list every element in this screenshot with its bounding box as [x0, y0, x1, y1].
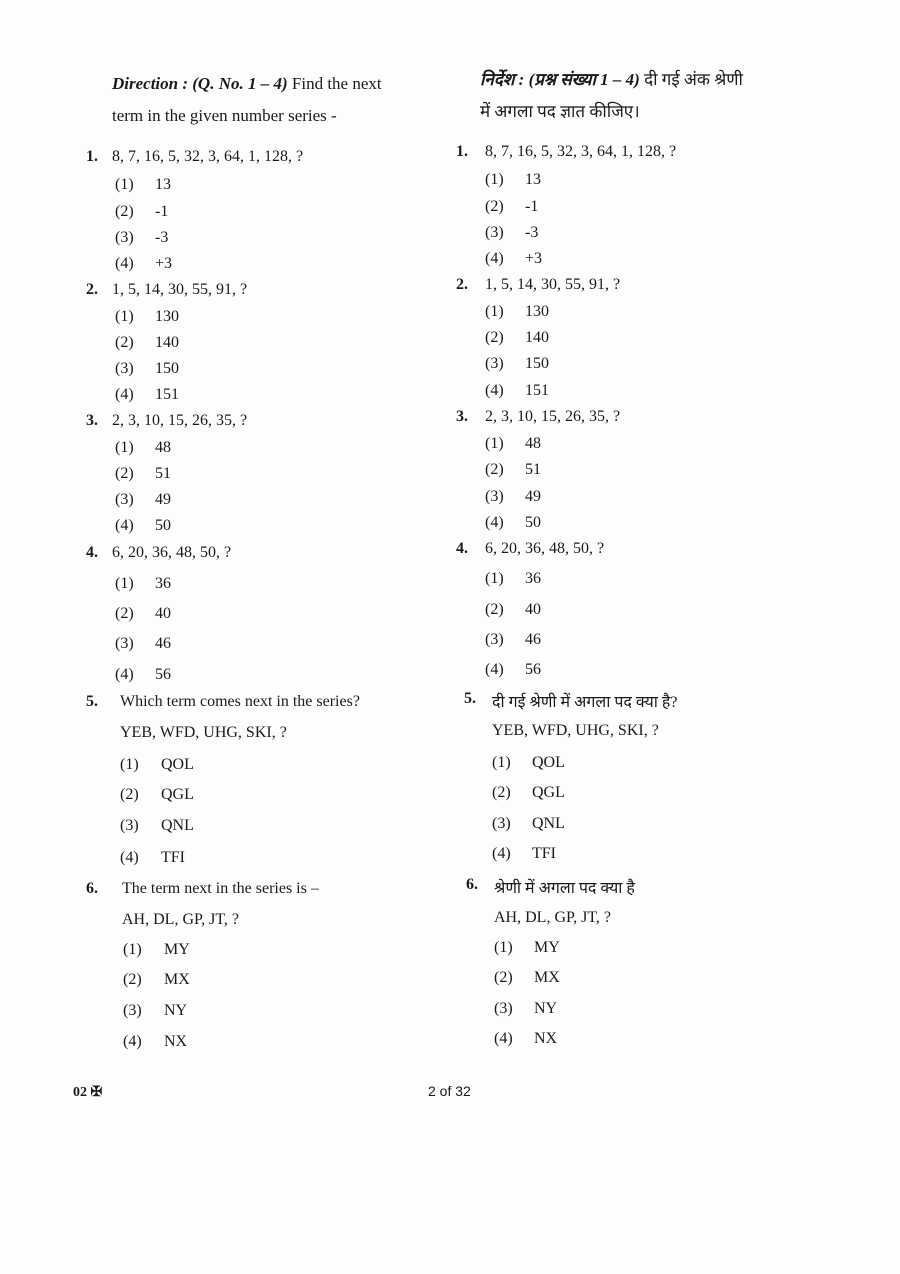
option-label: (4) [485, 250, 504, 267]
option-label: (3) [115, 491, 134, 508]
option-value: 49 [525, 488, 541, 505]
option-label: (2) [115, 465, 134, 482]
option-value: 48 [155, 439, 171, 456]
option-label: (3) [120, 817, 139, 834]
option-value: 140 [155, 334, 179, 351]
option-label: (4) [120, 849, 139, 866]
option-label: (4) [115, 255, 134, 272]
option-value: 51 [525, 461, 541, 478]
option-value: 40 [155, 605, 171, 622]
option-value: -3 [155, 229, 169, 246]
option-value: 130 [155, 308, 179, 325]
option-value: 56 [525, 661, 541, 678]
option-label: (1) [115, 308, 134, 325]
option-value: 13 [155, 176, 171, 193]
option-label: (4) [123, 1033, 142, 1050]
option-value: TFI [161, 849, 185, 866]
option-value: 50 [155, 517, 171, 534]
option-label: (1) [120, 756, 139, 773]
option-value: MX [164, 971, 190, 988]
option-label: (1) [485, 303, 504, 320]
option-value: NY [164, 1002, 188, 1019]
question-number: 3. [456, 408, 468, 425]
option-value: NX [534, 1030, 558, 1047]
option-value: QOL [532, 754, 565, 771]
direction-text [480, 64, 743, 128]
option-value: NX [164, 1033, 188, 1050]
option-value: MY [164, 941, 190, 958]
option-value: 151 [155, 386, 179, 403]
option-label: (3) [485, 631, 504, 648]
option-value: -1 [155, 203, 169, 220]
option-label: (2) [485, 461, 504, 478]
option-value: 140 [525, 329, 549, 346]
option-value: 46 [155, 635, 171, 652]
option-value: QNL [161, 817, 194, 834]
option-value: 49 [155, 491, 171, 508]
option-value: 130 [525, 303, 549, 320]
option-label: (2) [485, 198, 504, 215]
direction-label: Direction : (Q. No. 1 – 4) [112, 74, 288, 93]
question-number: 6. [466, 876, 478, 893]
option-label: (4) [494, 1030, 513, 1047]
option-label: (2) [494, 969, 513, 986]
option-label: (3) [115, 635, 134, 652]
question-number: 5. [464, 690, 476, 707]
option-label: (2) [120, 786, 139, 803]
option-label: (2) [485, 601, 504, 618]
option-value: 13 [525, 171, 541, 188]
question-number: 1. [86, 148, 98, 165]
option-value: TFI [532, 845, 556, 862]
option-value: QNL [532, 815, 565, 832]
question-series: YEB, WFD, UHG, SKI, ? [120, 724, 287, 741]
option-value: QOL [161, 756, 194, 773]
direction-text [112, 68, 382, 132]
option-value: -1 [525, 198, 539, 215]
option-value: QGL [532, 784, 565, 801]
question-text: 8, 7, 16, 5, 32, 3, 64, 1, 128, ? [485, 143, 677, 160]
question-text: 6, 20, 36, 48, 50, ? [485, 540, 605, 557]
question-number: 1. [456, 143, 468, 160]
question-text: 1, 5, 14, 30, 55, 91, ? [112, 281, 248, 298]
option-label: (4) [485, 514, 504, 531]
question-text: 1, 5, 14, 30, 55, 91, ? [485, 276, 621, 293]
option-label: (4) [115, 386, 134, 403]
question-text: Which term comes next in the series? [120, 693, 360, 710]
page-number: 2 of 32 [428, 1083, 471, 1099]
option-value: 50 [525, 514, 541, 531]
option-label: (3) [115, 229, 134, 246]
question-series: AH, DL, GP, JT, ? [122, 911, 240, 928]
option-value: 48 [525, 435, 541, 452]
option-value: MY [534, 939, 560, 956]
question-text: दी गई श्रेणी में अगला पद क्या है? [492, 694, 678, 711]
option-label: (4) [492, 845, 511, 862]
option-label: (3) [485, 488, 504, 505]
option-label: (1) [115, 575, 134, 592]
question-text: 2, 3, 10, 15, 26, 35, ? [485, 408, 621, 425]
question-series: YEB, WFD, UHG, SKI, ? [492, 722, 659, 739]
option-label: (2) [115, 605, 134, 622]
option-value: 150 [525, 355, 549, 372]
question-number: 2. [86, 281, 98, 298]
option-label: (2) [115, 203, 134, 220]
option-value: MX [534, 969, 560, 986]
option-label: (4) [115, 666, 134, 683]
option-label: (3) [494, 1000, 513, 1017]
direction-line2: में अगला पद ज्ञात कीजिए। [480, 102, 640, 121]
option-label: (2) [115, 334, 134, 351]
option-label: (2) [485, 329, 504, 346]
option-label: (4) [485, 382, 504, 399]
option-label: (1) [115, 176, 134, 193]
option-label: (3) [123, 1002, 142, 1019]
question-number: 6. [86, 880, 98, 897]
option-value: 151 [525, 382, 549, 399]
paper-code: 02 ✠ [73, 1085, 103, 1100]
option-label: (3) [485, 224, 504, 241]
option-value: QGL [161, 786, 194, 803]
question-number: 2. [456, 276, 468, 293]
question-text: The term next in the series is – [122, 880, 319, 897]
direction-line1-rest: Find the next [287, 74, 382, 93]
option-value: 36 [155, 575, 171, 592]
option-label: (1) [485, 171, 504, 188]
question-text: 6, 20, 36, 48, 50, ? [112, 544, 232, 561]
option-value: 51 [155, 465, 171, 482]
option-label: (1) [123, 941, 142, 958]
option-label: (3) [492, 815, 511, 832]
option-label: (2) [123, 971, 142, 988]
question-text: 2, 3, 10, 15, 26, 35, ? [112, 412, 248, 429]
option-value: 46 [525, 631, 541, 648]
option-value: 40 [525, 601, 541, 618]
question-number: 3. [86, 412, 98, 429]
option-value: 56 [155, 666, 171, 683]
option-label: (3) [115, 360, 134, 377]
option-value: NY [534, 1000, 558, 1017]
question-number: 4. [86, 544, 98, 561]
option-value: 36 [525, 570, 541, 587]
option-label: (1) [485, 570, 504, 587]
option-label: (1) [494, 939, 513, 956]
option-value: +3 [155, 255, 173, 272]
option-label: (2) [492, 784, 511, 801]
question-number: 5. [86, 693, 98, 710]
question-series: AH, DL, GP, JT, ? [494, 909, 612, 926]
option-value: +3 [525, 250, 543, 267]
question-text: श्रेणी में अगला पद क्या है [494, 880, 635, 897]
option-label: (1) [492, 754, 511, 771]
option-label: (1) [485, 435, 504, 452]
option-label: (4) [115, 517, 134, 534]
option-value: 150 [155, 360, 179, 377]
question-text: 8, 7, 16, 5, 32, 3, 64, 1, 128, ? [112, 148, 304, 165]
option-value: -3 [525, 224, 539, 241]
direction-line2: term in the given number series - [112, 106, 337, 125]
option-label: (4) [485, 661, 504, 678]
option-label: (3) [485, 355, 504, 372]
direction-label: निर्देश : (प्रश्न संख्या 1 – 4) [480, 70, 640, 89]
direction-line1-rest: दी गई अंक श्रेणी [639, 70, 743, 89]
question-number: 4. [456, 540, 468, 557]
option-label: (1) [115, 439, 134, 456]
